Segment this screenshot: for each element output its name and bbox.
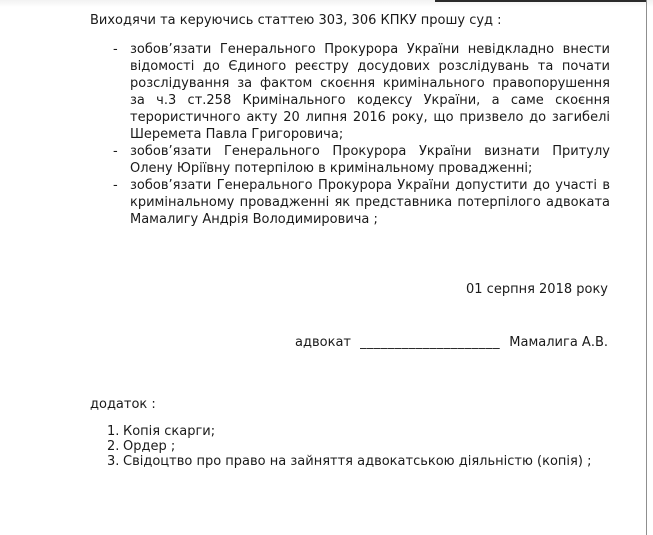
- list-item: [90, 177, 610, 228]
- attachment-number: 2.: [107, 439, 120, 454]
- dash-bullet: -: [113, 42, 118, 57]
- attachments-list: [90, 424, 610, 469]
- signature-role: адвокат: [295, 335, 351, 350]
- signature-blank: ____________________: [360, 335, 501, 350]
- list-item: [90, 439, 610, 454]
- demand-text: зобов’язати Генерального Прокурора України невідкладно внести відомості до Єдиного реєстру досудових розслідувань та почати розслідування за фактом скоєння кримінального правопорушення за ч.3 ст.258 Кримінального кодексу України, а саме скоєння терористичного акту 20 липня 2016 року, що призвело до загибелі Шеремета Павла Григоровича;: [130, 42, 610, 142]
- demand-text: зобов’язати Генерального Прокурора України визнати Притулу Олену Юріївну потерпілою в кримінальному провадженні;: [130, 144, 610, 176]
- document-content: [90, 12, 610, 469]
- attachment-number: 3.: [107, 454, 120, 469]
- attachment-number: 1.: [107, 424, 120, 439]
- demand-text: зобов’язати Генерального Прокурора України допустити до участі в кримінальному провадженні як представника потерпілого адвоката Мамалигу Андрія Володимировича ;: [130, 178, 610, 227]
- signature-row: [90, 334, 610, 351]
- list-item: [90, 41, 610, 143]
- signature-name: Мамалига А.В.: [509, 335, 608, 350]
- dash-bullet: -: [113, 178, 118, 193]
- attachment-text: Ордер ;: [123, 439, 176, 454]
- list-item: [90, 454, 610, 469]
- attachment-text: Свідоцтво про право на зайняття адвокатською діяльністю (копія) ;: [123, 454, 592, 469]
- demands-list: [90, 41, 610, 228]
- list-item: [90, 424, 610, 439]
- page-edge-line: [646, 0, 647, 535]
- dash-bullet: -: [113, 144, 118, 159]
- top-rule-line: [435, 0, 647, 2]
- attachment-text: Копія скарги;: [123, 424, 216, 439]
- list-item: [90, 143, 610, 177]
- attachments-label: додаток :: [90, 397, 156, 412]
- date-line: 01 серпня 2018 року: [466, 282, 608, 297]
- intro-paragraph: Виходячи та керуючись статтею 303, 306 КПКУ прошу суд :: [90, 13, 502, 28]
